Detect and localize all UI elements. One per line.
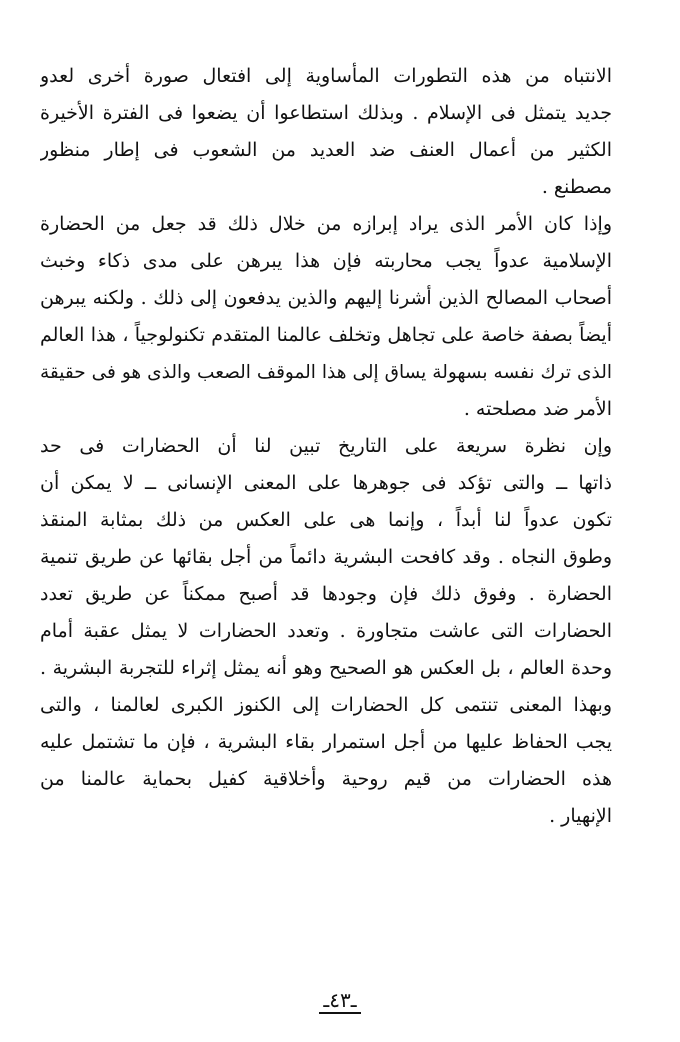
text-line: تكون عدواً لنا أبداً ، وإنما هى على العكس من ذلك بمثابة المنقذ — [40, 509, 612, 531]
text-line: جديد يتمثل فى الإسلام . وبذلك استطاعوا أن يضعوا فى الفترة الأخيرة — [40, 102, 612, 124]
text-line: الانتباه من هذه التطورات المأساوية إلى افتعال صورة أخرى لعدو — [40, 65, 612, 87]
text-line: الكثير من أعمال العنف ضد العديد من الشعوب فى إطار منظور — [40, 139, 612, 161]
page-number — [0, 988, 680, 1012]
text-line: الحضارة . وفوق ذلك فإن وجودها قد أصبح ممكناً عن طريق تعدد — [40, 583, 612, 605]
text-line: وبهذا المعنى تنتمى كل الحضارات إلى الكنوز الكبرى لعالمنا ، والتى — [40, 694, 612, 716]
page-number-label: ـ٤٣ـ — [319, 988, 360, 1014]
text-line: الأمر ضد مصلحته . — [463, 398, 612, 420]
paragraph-1 — [40, 58, 612, 206]
paragraph-3 — [40, 428, 612, 835]
text-line: الإسلامية عدواً يجب محاربته فإن هذا يبرهن على مدى ذكاء وخبث — [40, 250, 612, 272]
text-line: وطوق النجاه . وقد كافحت البشرية دائماً من أجل بقائها عن طريق تنمية — [40, 546, 612, 568]
text-line: ذاتها ــ والتى تؤكد فى جوهرها على المعنى الإنسانى ــ لا يمكن أن — [40, 472, 612, 494]
text-line: يجب الحفاظ عليها من أجل استمرار بقاء البشرية ، فإن ما تشتمل عليه — [40, 731, 612, 753]
paragraph-2 — [40, 206, 612, 428]
text-line: أصحاب المصالح الذين أشرنا إليهم والذين يدفعون إلى ذلك . ولكنه يبرهن — [40, 287, 612, 309]
text-line: وحدة العالم ، بل العكس هو الصحيح وهو أنه يمثل إثراء للتجربة البشرية . — [40, 657, 612, 679]
text-line: الحضارات التى عاشت متجاورة . وتعدد الحضارات لا يمثل عقبة أمام — [40, 620, 612, 642]
text-line: وإذا كان الأمر الذى يراد إبرازه من خلال ذلك قد جعل من الحضارة — [40, 213, 612, 235]
text-line: الذى ترك نفسه بسهولة يساق إلى هذا الموقف الصعب والذى هو فى حقيقة — [40, 362, 612, 383]
text-line: وإن نظرة سريعة على التاريخ تبين لنا أن الحضارات فى حد — [40, 435, 612, 457]
text-line: هذه الحضارات من قيم روحية وأخلاقية كفيل بحماية عالمنا من — [40, 768, 612, 790]
page-body — [40, 58, 612, 835]
text-line: مصطنع . — [541, 176, 612, 198]
text-line: أيضاً بصفة خاصة على تجاهل وتخلف عالمنا المتقدم تكنولوجياً ، هذا العالم — [40, 324, 612, 346]
text-line: الإنهيار . — [549, 805, 612, 827]
